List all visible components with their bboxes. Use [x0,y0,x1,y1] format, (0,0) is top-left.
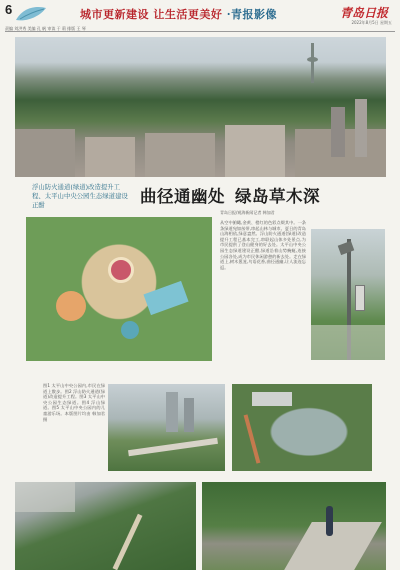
slogan-part-2: 让生活更美好 [153,8,223,21]
slogan-part-3: ·青报影像 [226,8,278,21]
mountain-greenway-aerial-photo [15,482,196,570]
headline-part-2: 绿岛草木深 [235,187,320,206]
forest-path-photo [202,482,386,570]
header-divider [5,31,395,32]
slogan-part-1: 城市更新建设 [80,8,149,21]
editor-credits: 责编 刘洪秀 美编 孔 帆 审读 于 莉 排版 王 琴 [5,26,86,31]
headline-part-1: 曲径通幽处 [140,187,225,206]
article-body-middle: 从空中俯瞰,金黄、橙红的色彩点缀其中。一条条绿道宛如丝带,串起山林与城市。夏日的青岛山海相依,绿意盎然。浮山防火通道(绿道)改造提升工程已基本完工,串联起山体多处景点,为市民提供了登山健身的好去处。太平山中央公园生态绿道建设正酣,绿道沿着山势蜿蜒,连接公园各处,成为市民休闲游憩的新去处。走在绿道上,树木葱茏,鸟语花香,曲径通幽,让人流连忘返。 [220,220,306,270]
building-greenway-photo [108,384,225,471]
leaf-icon [14,4,48,24]
city-aerial-photo [15,37,386,177]
page-header [0,0,400,34]
article-byline: 青岛日报/观海新闻记者 韩加君 [220,210,275,215]
page-number: 6 [5,2,13,17]
playground-aerial-photo [26,217,212,361]
lamp-post-photo [311,229,385,360]
article-intro: 浮山防火通道(绿道)改造提升工程、太平山中央公园生态绿道建设正酣 [32,183,128,209]
photo-captions: 图1 太平山中央公园内,市民在绿道上散步。图2 浮山防火通道(绿道)改造提升工程。图3 太平山中央公园生态绿道。图4 浮山绿道。图5 太平山中央公园内的儿童游乐场。本版图片均由 韩加君 摄 [43,383,105,422]
slogan [80,6,277,22]
article-headline [140,183,320,207]
issue-date: 2022年8月5日 星期五 [351,20,392,25]
tv-tower [311,43,314,83]
newspaper-brand: 青岛日报 [339,6,388,20]
lake-greenway-photo [232,384,372,471]
